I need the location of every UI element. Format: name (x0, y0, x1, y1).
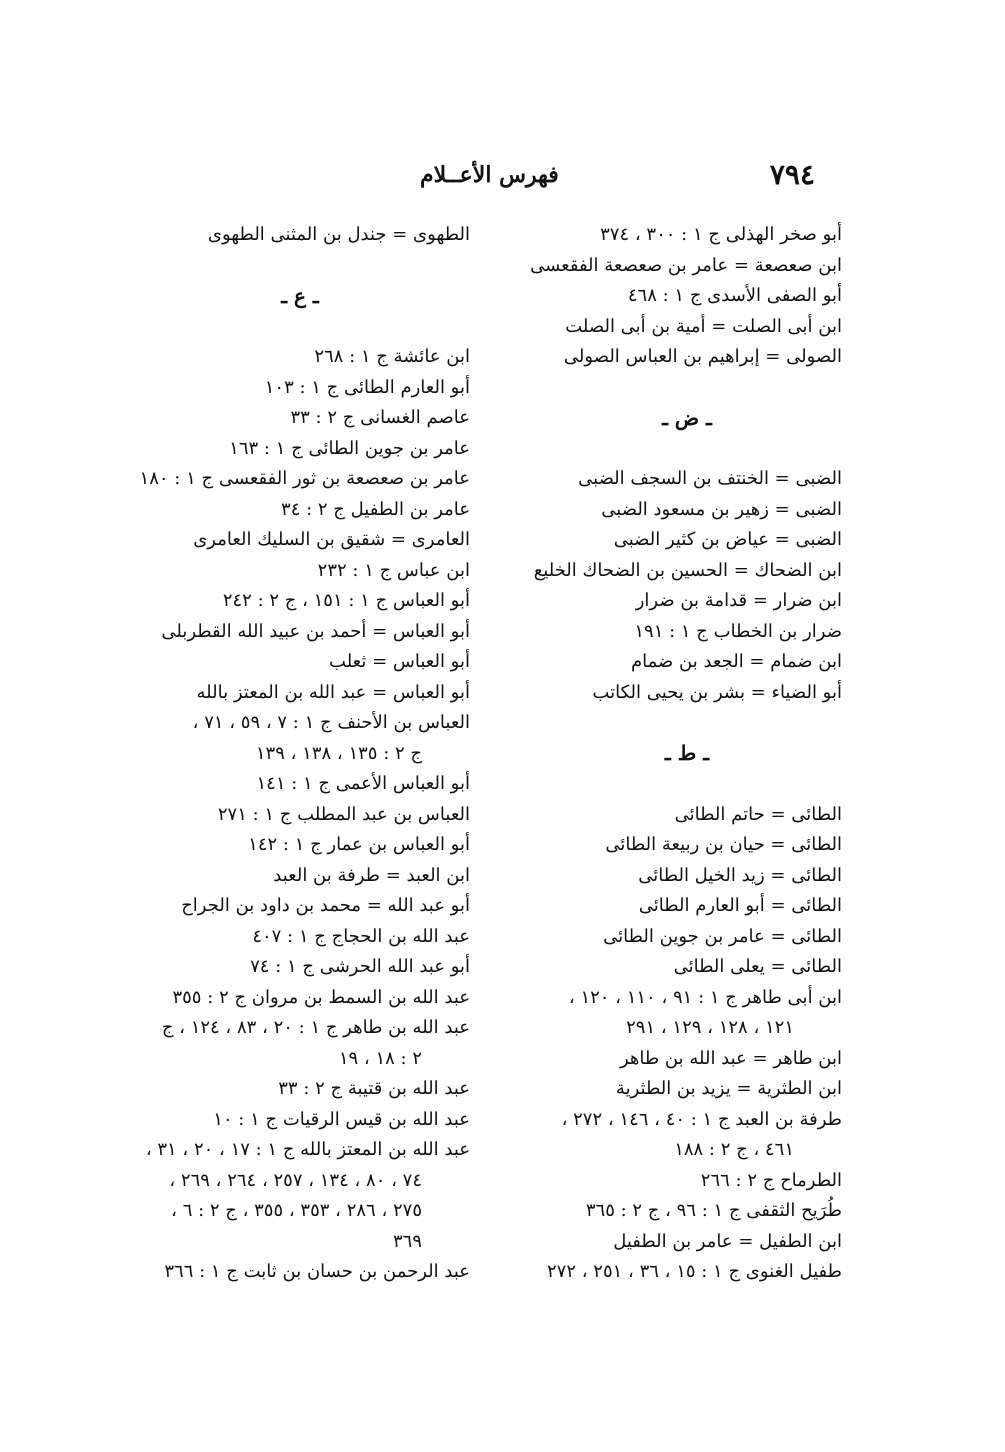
index-column-right (512, 220, 842, 1288)
index-entry: العباس بن الأحنف ج ١ : ٧ ، ٥٩ ، ٧١ ، (192, 712, 470, 733)
index-entry: العامرى = شقيق بن السليك العامرى (193, 529, 470, 550)
index-entry: عبد الله بن قتيبة ج ٢ : ٣٣ (278, 1078, 470, 1099)
index-entry: أبو الصفى الأسدى ج ١ : ٤٦٨ (627, 285, 842, 306)
index-entry: أبو العباس الأعمى ج ١ : ١٤١ (256, 773, 470, 794)
index-entry-continuation: ج ٢ : ١٣٥ ، ١٣٨ ، ١٣٩ (255, 742, 422, 764)
index-entry: ابن أبى الصلت = أمية بن أبى الصلت (565, 315, 842, 337)
index-entry-continuation: ٧٤ ، ٨٠ ، ١٣٤ ، ٢٥٧ ، ٢٦٤ ، ٢٦٩ ، (169, 1169, 422, 1191)
index-entry: ابن الطفيل = عامر بن الطفيل (613, 1230, 842, 1252)
index-entry: أبو العباس بن عمار ج ١ : ١٤٢ (248, 834, 470, 855)
page-number: ٧٩٤ (769, 158, 815, 191)
index-entry: أبو العباس = ثعلب (329, 651, 470, 672)
index-entry: ابن طاهر = عبد الله بن طاهر (619, 1047, 842, 1069)
index-entry-continuation: ٣٦٩ (392, 1230, 422, 1252)
index-entry: ابن الضحاك = الحسين بن الضحاك الخليع (533, 559, 842, 581)
index-entry: أبو صخر الهذلى ج ١ : ٣٠٠ ، ٣٧٤ (600, 224, 842, 245)
index-entry: الطائى = حاتم الطائى (674, 803, 842, 825)
index-entry: عبد الله بن الحجاج ج ١ : ٤٠٧ (252, 925, 470, 947)
index-entry: الطائى = أبو العارم الطائى (638, 895, 842, 916)
index-entry: أبو العباس ج ١ : ١٥١ ، ج ٢ : ٢٤٢ (222, 590, 470, 611)
index-entry: ابن العبد = طرفة بن العبد (273, 864, 470, 886)
index-entry: عبد الله بن السمط بن مروان ج ٢ : ٣٥٥ (172, 986, 470, 1008)
index-entry: عامر بن جوين الطائى ج ١ : ١٦٣ (229, 437, 470, 459)
index-entry: عبد الله بن طاهر ج ١ : ٢٠ ، ٨٣ ، ١٢٤ ، ج (161, 1017, 470, 1038)
page-header (0, 158, 1005, 198)
index-entry: ضرار بن الخطاب ج ١ : ١٩١ (634, 620, 842, 642)
index-entry: عبد الرحمن بن حسان بن ثابت ج ١ : ٣٦٦ (164, 1261, 470, 1282)
section-letter-heading: ـ ط ـ (664, 741, 710, 765)
index-entry: عبد الله بن المعتز بالله ج ١ : ١٧ ، ٢٠ ، ٣١ ، (145, 1139, 470, 1160)
index-entry: الصولى = إبراهيم بن العباس الصولى (563, 346, 842, 367)
index-entry: ابن صعصعة = عامر بن صعصعة الفقعسى (530, 254, 842, 276)
index-entry: ابن عائشة ج ١ : ٢٦٨ (314, 346, 470, 367)
index-entry: الطائى = حيان بن ربيعة الطائى (605, 834, 842, 855)
index-entry: طُرَيح الثقفى ج ١ : ٩٦ ، ج ٢ : ٣٦٥ (585, 1200, 842, 1221)
index-entry: ابن عباس ج ١ : ٢٣٢ (317, 559, 470, 581)
index-entry: أبو عبد الله = محمد بن داود بن الجراح (181, 895, 470, 916)
index-entry: طفيل الغنوى ج ١ : ١٥ ، ٣٦ ، ٢٥١ ، ٢٧٢ (547, 1261, 842, 1282)
index-entry: عاصم الغسانى ج ٢ : ٣٣ (290, 407, 470, 428)
index-entry: الطائى = يعلى الطائى (673, 956, 842, 977)
index-entry: أبو العباس = عبد الله بن المعتز بالله (196, 681, 470, 703)
index-entry: الضبى = الخنتف بن السجف الضبى (578, 468, 842, 489)
index-entry: الطائى = عامر بن جوين الطائى (603, 925, 842, 947)
index-entry: الضبى = عياض بن كثير الضبى (613, 529, 842, 550)
index-entry: عامر بن صعصعة بن ثور الفقعسى ج ١ : ١٨٠ (139, 468, 470, 489)
index-entry: الطائى = زيد الخيل الطائى (638, 864, 842, 886)
index-entry: الضبى = زهير بن مسعود الضبى (601, 498, 842, 520)
index-entry: ابن أبى طاهر ج ١ : ٩١ ، ١١٠ ، ١٢٠ ، (568, 986, 842, 1008)
index-entry: ابن ضرار = قدامة بن ضرار (635, 590, 842, 611)
section-letter-heading: ـ ض ـ (662, 405, 712, 430)
index-entry: أبو عبد الله الحرشى ج ١ : ٧٤ (250, 956, 470, 977)
index-entry: أبو الضياء = بشر بن يحيى الكاتب (592, 681, 842, 703)
index-entry: ابن ضمام = الجعد بن ضمام (631, 651, 842, 672)
index-entry-continuation: ٤٦١ ، ج ٢ : ١٨٨ (674, 1139, 794, 1160)
index-entry: أبو العباس = أحمد بن عبيد الله القطربلى (161, 620, 470, 642)
index-entry: طرفة بن العبد ج ١ : ٤٠ ، ١٤٦ ، ٢٧٢ ، (561, 1108, 842, 1130)
index-entry: عامر بن الطفيل ج ٢ : ٣٤ (281, 498, 470, 520)
index-entry: ابن الطثرية = يزيد بن الطثرية (615, 1078, 842, 1099)
index-entry-continuation: ٢٧٥ ، ٢٨٦ ، ٣٥٣ ، ٣٥٥ ، ج ٢ : ٦ ، (171, 1200, 422, 1221)
index-entry: الطرماح ج ٢ : ٢٦٦ (700, 1169, 842, 1191)
index-entry: أبو العارم الطائى ج ١ : ١٠٣ (264, 376, 470, 398)
section-letter-heading: ـ ع ـ (281, 283, 319, 308)
index-entry: الطهوى = جندل بن المثنى الطهوى (207, 224, 470, 245)
index-entry-continuation: ١٢١ ، ١٢٨ ، ١٢٩ ، ٢٩١ (626, 1017, 794, 1038)
index-entry: عبد الله بن قيس الرقيات ج ١ : ١٠ (213, 1108, 470, 1130)
index-column-left (130, 220, 470, 1288)
index-entry-continuation: ٢ : ١٨ ، ١٩ (338, 1047, 422, 1069)
index-entry: العباس بن عبد المطلب ج ١ : ٢٧١ (217, 803, 470, 825)
running-title: فهرس الأعــلام (420, 162, 559, 188)
